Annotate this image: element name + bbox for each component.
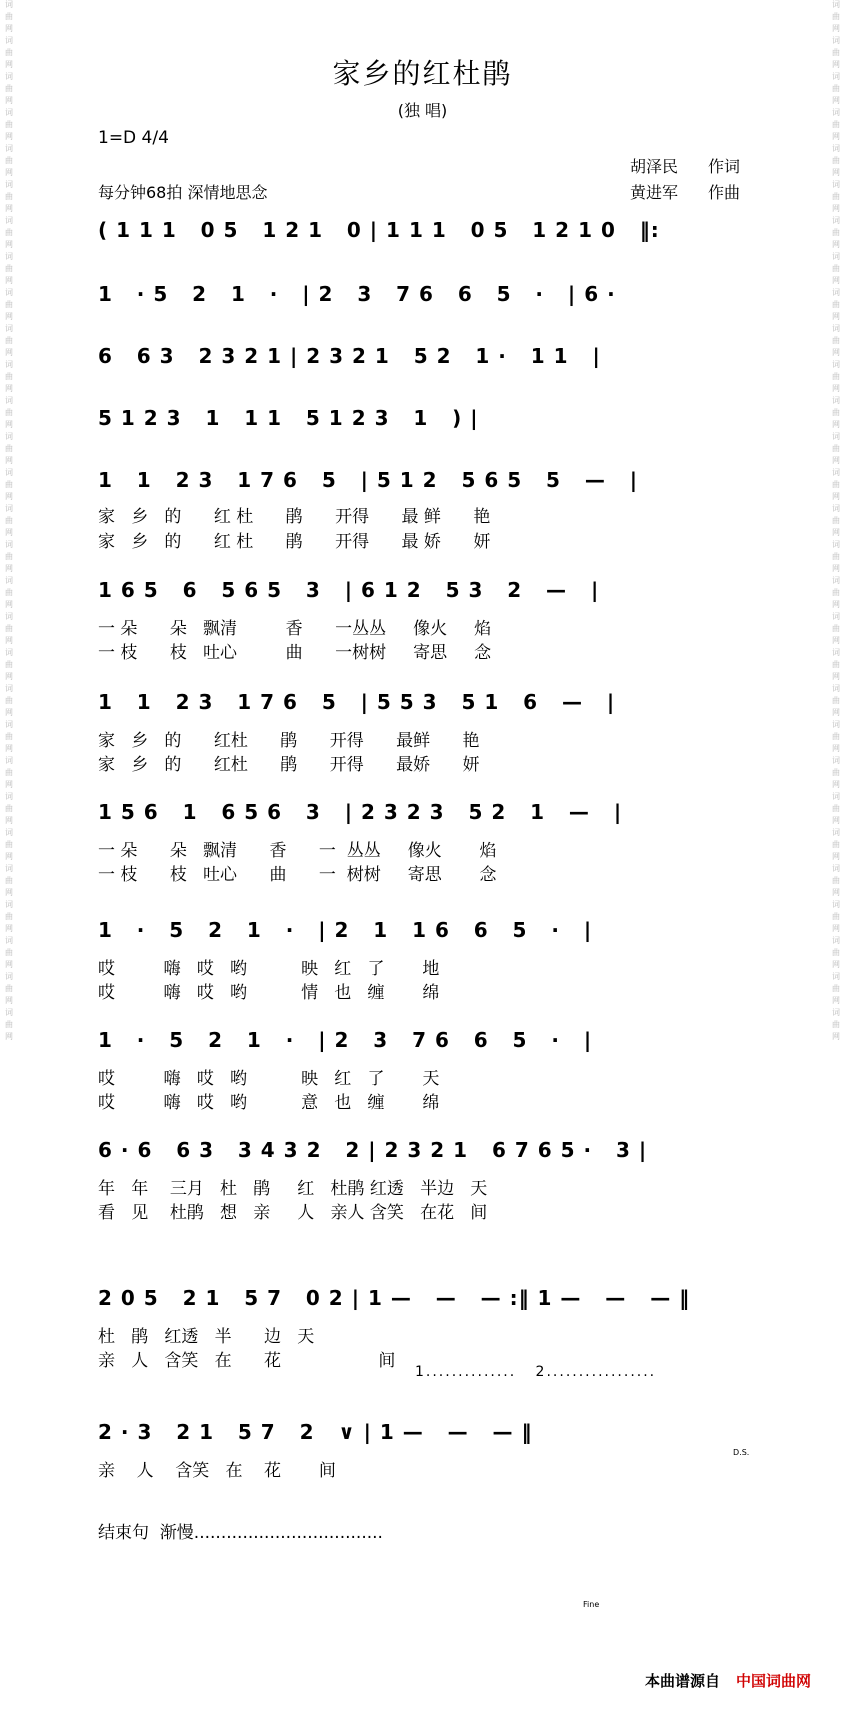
lyric-line: 一 枝 枝 吐心 曲 一 树树 寄思 念 bbox=[98, 865, 497, 885]
watermark-char: 词 bbox=[4, 72, 14, 80]
lyricist-credit bbox=[630, 154, 740, 180]
watermark-char: 网 bbox=[4, 456, 14, 464]
watermark-char: 曲 bbox=[4, 408, 14, 416]
watermark-char: 网 bbox=[831, 168, 841, 176]
watermark-char: 词 bbox=[831, 396, 841, 404]
lyric-line: 家 乡 的 红 杜 鹃 开得 最 娇 妍 bbox=[98, 532, 491, 552]
lyric-line: 哎 嗨 哎 哟 映 红 了 天 bbox=[98, 1069, 440, 1089]
watermark-char: 词 bbox=[4, 252, 14, 260]
watermark-char: 网 bbox=[831, 456, 841, 464]
watermark-char: 曲 bbox=[4, 156, 14, 164]
watermark-char: 网 bbox=[831, 492, 841, 500]
watermark-char: 网 bbox=[4, 744, 14, 752]
watermark-char: 词 bbox=[4, 288, 14, 296]
watermark-char: 网 bbox=[4, 348, 14, 356]
notation-text: 6 6 3 2 3 2 1 | 2 3 2 1 5 2 1 · 1 1 | bbox=[98, 344, 601, 368]
watermark-char: 曲 bbox=[4, 444, 14, 452]
watermark-char: 网 bbox=[831, 96, 841, 104]
tempo-marking: 每分钟68拍 深情地思念 bbox=[98, 183, 268, 202]
watermark-char: 词 bbox=[831, 144, 841, 152]
watermark-char: 曲 bbox=[831, 660, 841, 668]
watermark-char: 词 bbox=[4, 468, 14, 476]
watermark-char: 网 bbox=[831, 528, 841, 536]
watermark-char: 词 bbox=[4, 324, 14, 332]
watermark-char: 网 bbox=[4, 564, 14, 572]
watermark-char: 曲 bbox=[831, 408, 841, 416]
watermark-char: 曲 bbox=[4, 768, 14, 776]
watermark-char: 曲 bbox=[4, 948, 14, 956]
notation-line bbox=[98, 913, 778, 947]
watermark-char: 网 bbox=[831, 348, 841, 356]
watermark-char: 网 bbox=[4, 888, 14, 896]
lyric-line: 一 朵 朵 飘清 香 一 丛丛 像火 焰 bbox=[98, 841, 497, 861]
notation-text: 1 6 5 6 5 6 5 3 | 6 1 2 5 3 2 — | bbox=[98, 578, 600, 602]
notation-line bbox=[98, 339, 778, 373]
watermark-char: 曲 bbox=[831, 84, 841, 92]
notation-line bbox=[98, 1133, 778, 1167]
lyric-line: 杜 鹃 红透 半 边 天 bbox=[98, 1327, 315, 1347]
lyric-line: 家 乡 的 红 杜 鹃 开得 最 鲜 艳 bbox=[98, 507, 491, 527]
notation-line bbox=[98, 1415, 778, 1449]
watermark-char: 网 bbox=[831, 996, 841, 1004]
watermark-char: 网 bbox=[4, 960, 14, 968]
lyric-line: 一 枝 枝 吐心 曲 一树树 寄思 念 bbox=[98, 643, 492, 663]
watermark-char: 词 bbox=[831, 504, 841, 512]
watermark-char: 词 bbox=[831, 468, 841, 476]
watermark-char: 词 bbox=[4, 756, 14, 764]
watermark-char: 曲 bbox=[831, 732, 841, 740]
watermark-char: 网 bbox=[4, 528, 14, 536]
watermark-char: 曲 bbox=[831, 12, 841, 20]
watermark-char: 曲 bbox=[4, 372, 14, 380]
watermark-char: 网 bbox=[4, 708, 14, 716]
watermark-char: 网 bbox=[4, 204, 14, 212]
watermark-char: 曲 bbox=[831, 120, 841, 128]
watermark-char: 网 bbox=[4, 24, 14, 32]
watermark-char: 词 bbox=[831, 216, 841, 224]
lyric-line: 看 见 杜鹃 想 亲 人 亲人 含笑 在花 间 bbox=[98, 1203, 488, 1223]
watermark-char: 网 bbox=[831, 204, 841, 212]
watermark-char: 网 bbox=[831, 960, 841, 968]
watermark-char: 网 bbox=[4, 672, 14, 680]
watermark-char: 曲 bbox=[831, 192, 841, 200]
watermark-char: 词 bbox=[4, 432, 14, 440]
lyric-line: 年 年 三月 杜 鹃 红 杜鹃 红透 半边 天 bbox=[98, 1179, 488, 1199]
watermark-char: 词 bbox=[4, 396, 14, 404]
notation-line bbox=[98, 573, 778, 607]
watermark-char: 词 bbox=[4, 936, 14, 944]
watermark-char: 词 bbox=[831, 828, 841, 836]
watermark-char: 词 bbox=[4, 684, 14, 692]
watermark-char: 曲 bbox=[831, 624, 841, 632]
watermark-char: 曲 bbox=[831, 876, 841, 884]
watermark-char: 网 bbox=[4, 780, 14, 788]
watermark-char: 网 bbox=[831, 1032, 841, 1040]
watermark-char: 曲 bbox=[4, 120, 14, 128]
watermark-char: 词 bbox=[831, 36, 841, 44]
notation-line bbox=[98, 463, 778, 497]
watermark-char: 曲 bbox=[4, 696, 14, 704]
ending-note: 结束句 渐慢................................... bbox=[98, 1523, 383, 1543]
watermark-char: 曲 bbox=[831, 48, 841, 56]
composer-credit bbox=[630, 180, 740, 206]
lyric-line: 哎 嗨 哎 哟 意 也 缠 绵 bbox=[98, 1093, 440, 1113]
lyric-line: 一 朵 朵 飘清 香 一丛丛 像火 焰 bbox=[98, 619, 492, 639]
left-watermark-strip bbox=[2, 0, 16, 1719]
watermark-char: 曲 bbox=[831, 768, 841, 776]
watermark-char: 词 bbox=[4, 216, 14, 224]
watermark-char: 词 bbox=[4, 972, 14, 980]
lyricist-role: 作词 bbox=[708, 157, 741, 176]
notation-line bbox=[98, 1281, 778, 1315]
watermark-char: 网 bbox=[831, 636, 841, 644]
lyricist-name: 胡泽民 bbox=[630, 157, 679, 176]
watermark-char: 网 bbox=[831, 420, 841, 428]
watermark-char: 网 bbox=[4, 384, 14, 392]
watermark-char: 词 bbox=[831, 756, 841, 764]
watermark-char: 词 bbox=[4, 108, 14, 116]
watermark-char: 曲 bbox=[4, 336, 14, 344]
watermark-char: 曲 bbox=[831, 336, 841, 344]
watermark-char: 曲 bbox=[831, 552, 841, 560]
watermark-char: 词 bbox=[831, 540, 841, 548]
watermark-char: 曲 bbox=[831, 912, 841, 920]
notation-text: 1 · 5 2 1 · | 2 1 1 6 6 5 · | bbox=[98, 918, 593, 942]
watermark-char: 网 bbox=[831, 780, 841, 788]
watermark-char: 词 bbox=[831, 288, 841, 296]
notation-line bbox=[98, 277, 778, 311]
watermark-char: 网 bbox=[4, 852, 14, 860]
song-title: 家乡的红杜鹃 bbox=[332, 57, 513, 90]
notation-text: 2 0 5 2 1 5 7 0 2 | 1 — — — :‖ 1 — — — ‖ bbox=[98, 1286, 691, 1310]
watermark-char: 词 bbox=[831, 72, 841, 80]
watermark-char: 曲 bbox=[4, 660, 14, 668]
right-watermark-strip bbox=[829, 0, 843, 1719]
watermark-char: 网 bbox=[4, 420, 14, 428]
watermark-char: 词 bbox=[831, 1008, 841, 1016]
watermark-char: 网 bbox=[831, 852, 841, 860]
watermark-char: 词 bbox=[831, 252, 841, 260]
watermark-char: 曲 bbox=[831, 948, 841, 956]
watermark-char: 网 bbox=[4, 600, 14, 608]
watermark-char: 曲 bbox=[4, 48, 14, 56]
watermark-char: 网 bbox=[4, 312, 14, 320]
watermark-char: 曲 bbox=[4, 588, 14, 596]
watermark-char: 词 bbox=[831, 900, 841, 908]
watermark-char: 词 bbox=[4, 648, 14, 656]
watermark-char: 曲 bbox=[831, 372, 841, 380]
watermark-char: 词 bbox=[4, 360, 14, 368]
lyric-line: 哎 嗨 哎 哟 情 也 缠 绵 bbox=[98, 983, 440, 1003]
credits bbox=[630, 154, 740, 206]
lyric-line: 家 乡 的 红杜 鹃 开得 最娇 妍 bbox=[98, 755, 480, 775]
watermark-char: 词 bbox=[831, 180, 841, 188]
watermark-char: 网 bbox=[4, 636, 14, 644]
watermark-char: 曲 bbox=[831, 156, 841, 164]
watermark-char: 网 bbox=[4, 132, 14, 140]
watermark-char: 网 bbox=[831, 564, 841, 572]
watermark-char: 词 bbox=[4, 792, 14, 800]
watermark-char: 词 bbox=[831, 864, 841, 872]
watermark-char: 曲 bbox=[4, 732, 14, 740]
watermark-char: 曲 bbox=[4, 84, 14, 92]
watermark-char: 曲 bbox=[831, 516, 841, 524]
watermark-char: 词 bbox=[831, 612, 841, 620]
notation-text: 1 · 5 2 1 · | 2 3 7 6 6 5 · | bbox=[98, 1028, 593, 1052]
watermark-char: 曲 bbox=[831, 264, 841, 272]
watermark-char: 网 bbox=[4, 168, 14, 176]
watermark-char: 曲 bbox=[4, 624, 14, 632]
lyric-line: 哎 嗨 哎 哟 映 红 了 地 bbox=[98, 959, 440, 979]
lyric-line: 家 乡 的 红杜 鹃 开得 最鲜 艳 bbox=[98, 731, 480, 751]
watermark-char: 词 bbox=[4, 576, 14, 584]
watermark-char: 词 bbox=[831, 360, 841, 368]
watermark-char: 词 bbox=[831, 792, 841, 800]
watermark-char: 曲 bbox=[4, 912, 14, 920]
notation-line bbox=[98, 213, 778, 247]
volta-brackets: 1.............. 2................. bbox=[415, 1364, 657, 1380]
watermark-char: 曲 bbox=[4, 516, 14, 524]
watermark-char: 网 bbox=[831, 708, 841, 716]
watermark-char: 网 bbox=[831, 888, 841, 896]
notation-text: 1 · 5 2 1 · | 2 3 7 6 6 5 · | 6 · bbox=[98, 282, 616, 306]
watermark-char: 词 bbox=[831, 684, 841, 692]
watermark-char: 词 bbox=[4, 720, 14, 728]
notation-line bbox=[98, 1023, 778, 1057]
notation-line bbox=[98, 401, 778, 435]
watermark-char: 词 bbox=[4, 1008, 14, 1016]
watermark-char: 曲 bbox=[831, 444, 841, 452]
watermark-char: 词 bbox=[4, 540, 14, 548]
notation-text: 6 · 6 6 3 3 4 3 2 2 | 2 3 2 1 6 7 6 5 · 3 | bbox=[98, 1138, 648, 1162]
song-subtitle: (独 唱) bbox=[397, 101, 448, 120]
watermark-char: 词 bbox=[4, 36, 14, 44]
watermark-char: 曲 bbox=[831, 696, 841, 704]
watermark-char: 词 bbox=[4, 144, 14, 152]
watermark-char: 曲 bbox=[4, 1020, 14, 1028]
watermark-char: 网 bbox=[831, 600, 841, 608]
watermark-char: 曲 bbox=[4, 264, 14, 272]
watermark-char: 词 bbox=[831, 324, 841, 332]
watermark-char: 词 bbox=[831, 936, 841, 944]
watermark-char: 词 bbox=[831, 648, 841, 656]
watermark-char: 网 bbox=[4, 924, 14, 932]
watermark-char: 曲 bbox=[4, 480, 14, 488]
watermark-char: 词 bbox=[4, 828, 14, 836]
source-credit bbox=[645, 1670, 811, 1691]
watermark-char: 词 bbox=[4, 0, 14, 8]
watermark-char: 网 bbox=[4, 1032, 14, 1040]
watermark-char: 词 bbox=[831, 0, 841, 8]
watermark-char: 词 bbox=[831, 108, 841, 116]
notation-text: 1 5 6 1 6 5 6 3 | 2 3 2 3 5 2 1 — | bbox=[98, 800, 623, 824]
watermark-char: 曲 bbox=[4, 192, 14, 200]
watermark-char: 网 bbox=[4, 96, 14, 104]
watermark-char: 曲 bbox=[4, 300, 14, 308]
notation-text: 1 1 2 3 1 7 6 5 | 5 1 2 5 6 5 5 — | bbox=[98, 468, 639, 492]
watermark-char: 网 bbox=[831, 60, 841, 68]
composer-name: 黄进军 bbox=[630, 183, 679, 202]
watermark-char: 词 bbox=[831, 972, 841, 980]
watermark-char: 曲 bbox=[4, 876, 14, 884]
fine-marking: Fine bbox=[583, 1600, 600, 1609]
notation-text: 1 1 2 3 1 7 6 5 | 5 5 3 5 1 6 — | bbox=[98, 690, 616, 714]
watermark-char: 网 bbox=[4, 276, 14, 284]
watermark-char: 网 bbox=[831, 816, 841, 824]
watermark-char: 词 bbox=[4, 612, 14, 620]
watermark-char: 曲 bbox=[4, 552, 14, 560]
key-signature: 1=D 4/4 bbox=[98, 128, 169, 148]
watermark-char: 曲 bbox=[831, 804, 841, 812]
watermark-char: 网 bbox=[4, 60, 14, 68]
notation-text: 2 · 3 2 1 5 7 2 ∨ | 1 — — — ‖ bbox=[98, 1420, 533, 1444]
watermark-char: 曲 bbox=[4, 804, 14, 812]
watermark-char: 词 bbox=[4, 504, 14, 512]
watermark-char: 曲 bbox=[4, 840, 14, 848]
watermark-char: 网 bbox=[4, 816, 14, 824]
source-site-link[interactable]: 中国词曲网 bbox=[735, 1672, 811, 1690]
notation-text: ( 1 1 1 0 5 1 2 1 0 | 1 1 1 0 5 1 2 1 0 ‖: bbox=[98, 218, 660, 242]
watermark-char: 曲 bbox=[831, 228, 841, 236]
watermark-char: 网 bbox=[831, 672, 841, 680]
watermark-char: 网 bbox=[4, 492, 14, 500]
composer-role: 作曲 bbox=[708, 183, 741, 202]
watermark-char: 曲 bbox=[831, 1020, 841, 1028]
watermark-char: 曲 bbox=[831, 840, 841, 848]
watermark-char: 词 bbox=[831, 720, 841, 728]
watermark-char: 网 bbox=[831, 240, 841, 248]
watermark-char: 词 bbox=[4, 900, 14, 908]
watermark-char: 网 bbox=[831, 276, 841, 284]
watermark-char: 网 bbox=[831, 312, 841, 320]
watermark-char: 网 bbox=[831, 384, 841, 392]
watermark-char: 网 bbox=[831, 132, 841, 140]
watermark-char: 网 bbox=[831, 744, 841, 752]
source-label: 本曲谱源自 bbox=[644, 1672, 720, 1690]
lyric-line: 亲 人 含笑 在 花 间 bbox=[98, 1351, 396, 1371]
watermark-char: 曲 bbox=[4, 984, 14, 992]
ds-marking: D.S. bbox=[733, 1448, 750, 1457]
watermark-char: 词 bbox=[831, 576, 841, 584]
notation-line bbox=[98, 685, 778, 719]
watermark-char: 词 bbox=[831, 432, 841, 440]
watermark-char: 曲 bbox=[4, 12, 14, 20]
lyric-line: 亲 人 含笑 在 花 间 bbox=[98, 1461, 336, 1481]
notation-line bbox=[98, 795, 778, 829]
watermark-char: 词 bbox=[4, 180, 14, 188]
watermark-char: 网 bbox=[831, 24, 841, 32]
watermark-char: 网 bbox=[4, 240, 14, 248]
watermark-char: 网 bbox=[4, 996, 14, 1004]
watermark-char: 曲 bbox=[831, 480, 841, 488]
watermark-char: 网 bbox=[831, 924, 841, 932]
notation-text: 5 1 2 3 1 1 1 5 1 2 3 1 ) | bbox=[98, 406, 479, 430]
watermark-char: 曲 bbox=[831, 588, 841, 596]
watermark-char: 曲 bbox=[4, 228, 14, 236]
watermark-char: 词 bbox=[4, 864, 14, 872]
watermark-char: 曲 bbox=[831, 300, 841, 308]
watermark-char: 曲 bbox=[831, 984, 841, 992]
